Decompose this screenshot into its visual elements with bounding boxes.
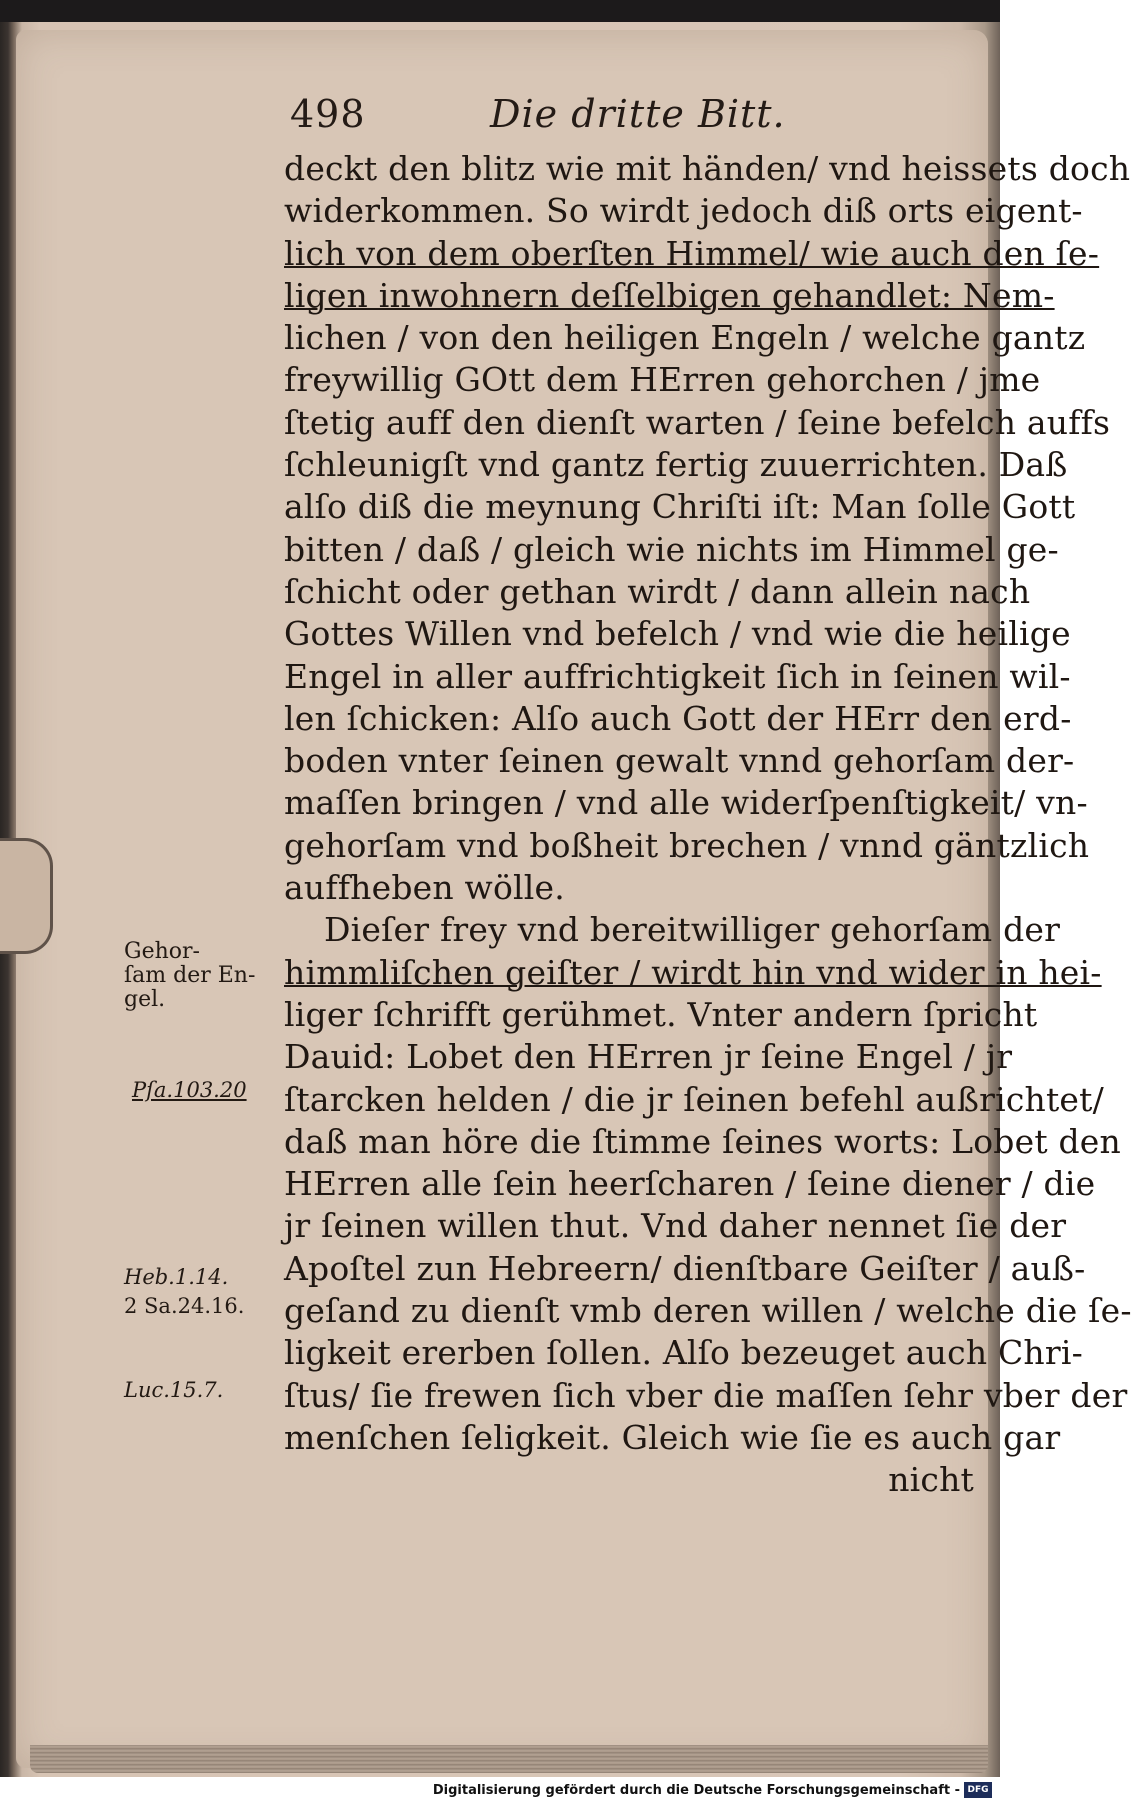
digitization-footer: [0, 1777, 1000, 1805]
binding-clip: [0, 838, 53, 954]
text-line: bitten / daß / gleich wie nichts im Himmel ge-: [284, 529, 1059, 569]
text-line: widerkommen. So wirdt jedoch diß orts eigent-: [284, 191, 1083, 231]
text-line: geſand zu dienſt vmb deren willen / welche die ſe-: [284, 1291, 1132, 1331]
text-line: ligkeit ererben ſollen. Alſo bezeuget auch Chri-: [284, 1333, 1083, 1373]
text-line: ſtarcken helden / die jr ſeinen befehl außrichtet/: [284, 1079, 1104, 1119]
page-header: [290, 92, 940, 152]
text-line-underlined: ligen inwohnern deſſelbigen gehandlet: Nem-: [284, 275, 1055, 315]
page-stack-edge: [30, 1745, 988, 1773]
text-line: maſſen bringen / vnd alle widerſpenſtigkeit/ vn-: [284, 783, 1088, 823]
page-number: 498: [290, 92, 366, 136]
text-line: menſchen ſeligkeit. Gleich wie ſie es auch gar: [284, 1417, 1061, 1457]
text-line: gehorſam vnd boßheit brechen / vnnd gäntzlich: [284, 825, 1090, 865]
text-line: Gottes Willen vnd befelch / vnd wie die heilige: [284, 614, 1071, 654]
text-line-underlined: lich von dem oberſten Himmel/ wie auch den ſe-: [284, 233, 1100, 273]
text-line: deckt den blitz wie mit händen/ vnd heissets doch: [284, 149, 1131, 188]
text-line: len ſchicken: Alſo auch Gott der HErr den erd-: [284, 698, 1072, 738]
body-text: [284, 148, 1132, 1502]
text-line: Engel in aller auffrichtigkeit ſich in ſeinen wil-: [284, 656, 1071, 696]
text-line: HErren alle ſein heerſcharen / ſeine diener / die: [284, 1164, 1096, 1204]
margin-reference-psalm: Pſa.103.20: [132, 1078, 247, 1102]
text-line: auffheben wölle.: [284, 868, 565, 908]
margin-topic-line: gel.: [124, 987, 166, 1012]
catchword: nicht: [888, 1460, 974, 1500]
text-line: ſchicht oder gethan wirdt / dann allein nach: [284, 571, 1031, 611]
margin-topic-line: ſam der En-: [124, 963, 256, 988]
margin-reference-hebrews: Heb.1.14.: [124, 1265, 229, 1289]
text-line: freywillig GOtt dem HErren gehorchen / jme: [284, 360, 1041, 400]
margin-topic-line: Gehor-: [124, 939, 200, 964]
text-line: Dauid: Lobet den HErren jr ſeine Engel / jr: [284, 1037, 1013, 1077]
text-line: ſtus/ ſie frewen ſich vber die maſſen ſehr vber der: [284, 1375, 1128, 1415]
text-line: alſo diß die meynung Chriſti iſt: Man ſolle Gott: [284, 487, 1076, 527]
margin-reference-samuel: 2 Sa.24.16.: [124, 1294, 245, 1318]
text-line: boden vnter ſeinen gewalt vnnd gehorſam der-: [284, 741, 1075, 781]
text-line: liger ſchrifft gerühmet. Vnter andern ſpricht: [284, 994, 1038, 1034]
text-line: jr ſeinen willen thut. Vnd daher nennet ſie der: [284, 1206, 1067, 1246]
text-line: lichen / von den heiligen Engeln / welche gantz: [284, 318, 1086, 358]
text-line: Apoſtel zun Hebreern/ dienſtbare Geiſter / auß-: [284, 1248, 1086, 1288]
text-line: daß man höre die ſtimme ſeines worts: Lobet den: [284, 1121, 1121, 1161]
running-title: Die dritte Bitt.: [490, 92, 786, 136]
dfg-logo-icon: DFG: [964, 1782, 992, 1798]
text-line: ſtetig auff den dienſt warten / ſeine befelch auffs: [284, 402, 1111, 442]
scan-top-border: [0, 0, 1000, 22]
text-line: Dieſer frey vnd bereitwilliger gehorſam der: [324, 910, 1061, 950]
digitization-note: Digitalisierung gefördert durch die Deutsche Forschungsgemeinschaft -: [432, 1783, 960, 1798]
text-line-underlined: himmliſchen geiſter / wirdt hin vnd wider in hei-: [284, 952, 1102, 992]
text-line: ſchleunigſt vnd gantz fertig zuuerrichten. Daß: [284, 445, 1068, 485]
margin-reference-luke: Luc.15.7.: [124, 1378, 224, 1402]
